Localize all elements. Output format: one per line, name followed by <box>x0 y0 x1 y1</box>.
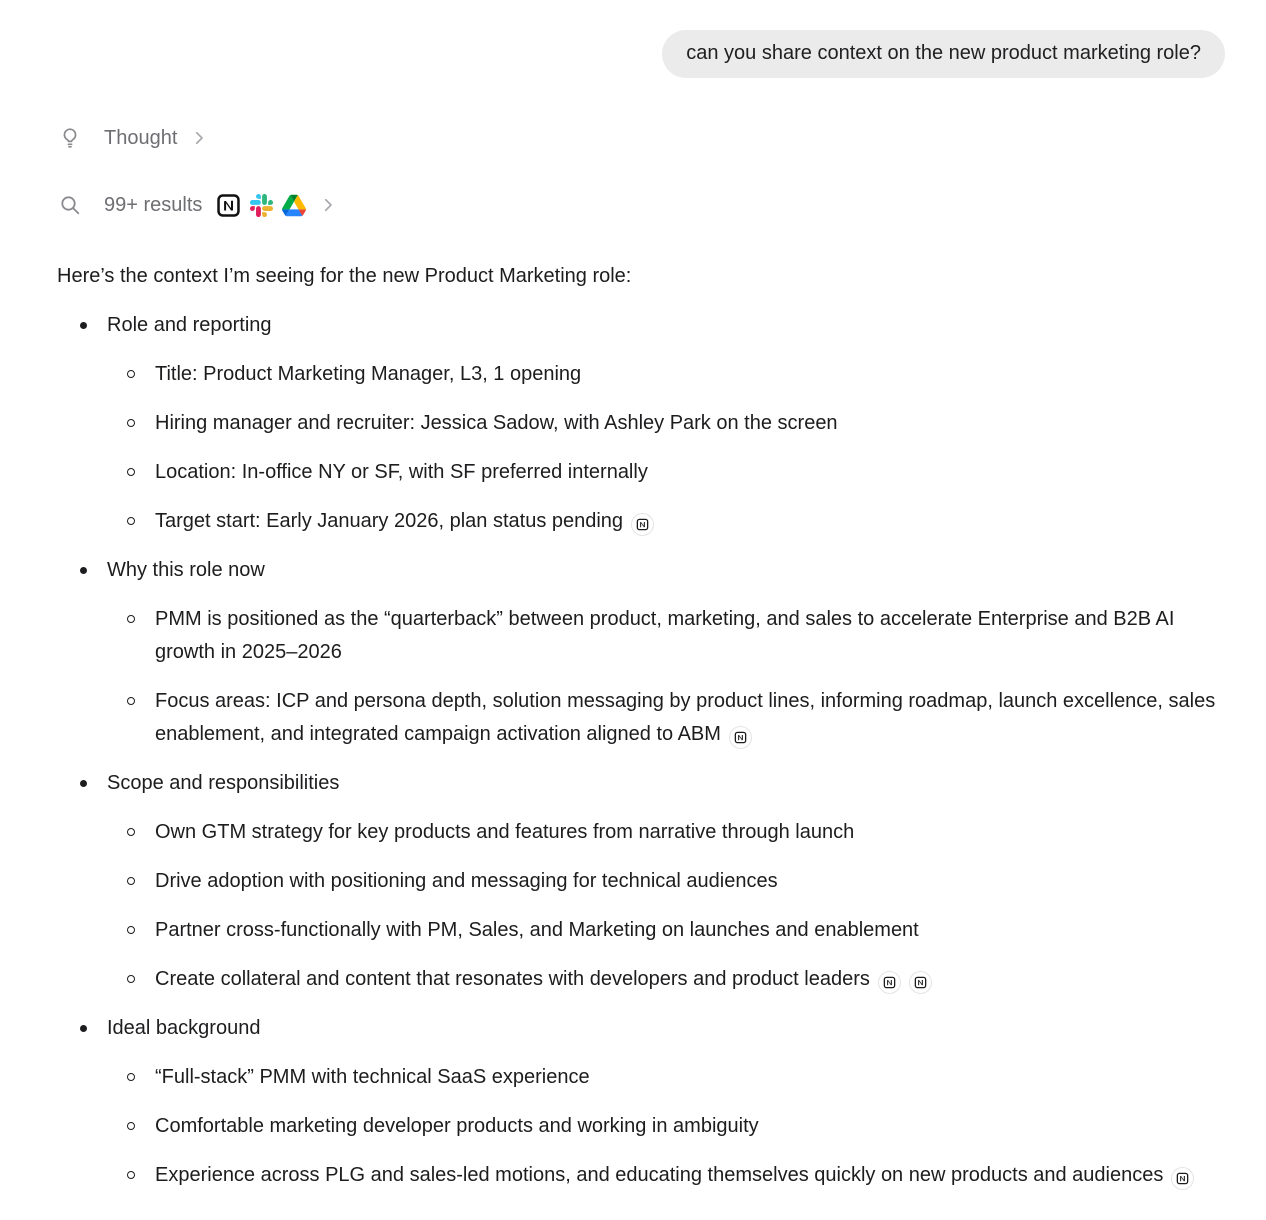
user-message-text: can you share context on the new product marketing role? <box>686 42 1201 64</box>
notion-icon <box>216 193 240 217</box>
user-message-row <box>0 30 1266 78</box>
user-message-bubble <box>662 30 1225 78</box>
google-drive-icon <box>282 193 306 217</box>
notion-icon <box>1176 1172 1189 1185</box>
outline-item-text: Comfortable marketing developer products and working in ambiguity <box>155 1115 759 1137</box>
thought-label: Thought <box>104 126 178 149</box>
outline-item-text: Own GTM strategy for key products and features from narrative through launch <box>155 821 855 843</box>
outline-item <box>107 407 1225 440</box>
assistant-response <box>0 260 1266 1192</box>
notion-icon <box>914 976 927 989</box>
outline-item <box>107 456 1225 489</box>
outline-item-text: Drive adoption with positioning and messaging for technical audiences <box>155 870 778 892</box>
outline-item <box>107 505 1225 538</box>
notion-citation-chip[interactable] <box>1171 1167 1194 1190</box>
outline-sublist <box>107 358 1225 538</box>
outline-item <box>107 603 1225 669</box>
thought-toggle[interactable] <box>57 122 208 154</box>
notion-citation-chip[interactable] <box>631 513 654 536</box>
section-title: Scope and responsibilities <box>107 772 340 794</box>
chevron-right-icon <box>190 129 208 147</box>
outline-item-text: Create collateral and content that resonates with developers and product leaders <box>155 968 870 990</box>
outline-item <box>107 914 1225 947</box>
outline-section <box>57 767 1225 996</box>
outline-item <box>107 816 1225 849</box>
result-source-icons <box>216 193 306 217</box>
notion-citation-chip[interactable] <box>878 971 901 994</box>
notion-citation-chip[interactable] <box>909 971 932 994</box>
section-title: Role and reporting <box>107 314 272 336</box>
outline-item <box>107 1061 1225 1094</box>
outline-sublist <box>107 1061 1225 1192</box>
outline-section <box>57 309 1225 538</box>
outline-section <box>57 1012 1225 1192</box>
search-icon <box>57 192 83 218</box>
outline-item-text: Title: Product Marketing Manager, L3, 1 opening <box>155 363 582 385</box>
lightbulb-icon <box>57 125 83 151</box>
chevron-right-icon <box>319 196 337 214</box>
outline-item <box>107 358 1225 391</box>
outline-item <box>107 865 1225 898</box>
outline-item-text: Experience across PLG and sales-led motions, and educating themselves quickly on new products and audiences <box>155 1164 1164 1186</box>
section-title: Ideal background <box>107 1017 261 1039</box>
notion-icon <box>734 731 747 744</box>
outline-item-text: Location: In-office NY or SF, with SF preferred internally <box>155 461 648 483</box>
outline-item-text: “Full-stack” PMM with technical SaaS experience <box>155 1066 590 1088</box>
response-outline <box>57 309 1225 1192</box>
outline-item-text: Partner cross-functionally with PM, Sales, and Marketing on launches and enablement <box>155 919 919 941</box>
outline-item <box>107 685 1225 751</box>
results-toggle[interactable] <box>57 189 337 221</box>
outline-item <box>107 1110 1225 1143</box>
slack-icon <box>249 193 273 217</box>
outline-sublist <box>107 816 1225 996</box>
outline-section <box>57 554 1225 751</box>
outline-item <box>107 963 1225 996</box>
outline-item-text: Focus areas: ICP and persona depth, solution messaging by product lines, informing roadmap, launch excellence, sales enablement, and integrated campaign activation aligned to ABM <box>155 690 1216 745</box>
notion-icon <box>636 518 649 531</box>
notion-citation-chip[interactable] <box>729 726 752 749</box>
notion-icon <box>883 976 896 989</box>
outline-sublist <box>107 603 1225 751</box>
section-title: Why this role now <box>107 559 265 581</box>
intro-text: Here’s the context I’m seeing for the new Product Marketing role: <box>57 265 632 287</box>
outline-item-text: PMM is positioned as the “quarterback” between product, marketing, and sales to accelerate Enterprise and B2B AI growth in 2025–2026 <box>155 608 1175 663</box>
results-label: 99+ results <box>104 193 203 216</box>
outline-item <box>107 1159 1225 1192</box>
outline-item-text: Target start: Early January 2026, plan status pending <box>155 510 624 532</box>
outline-item-text: Hiring manager and recruiter: Jessica Sadow, with Ashley Park on the screen <box>155 412 838 434</box>
